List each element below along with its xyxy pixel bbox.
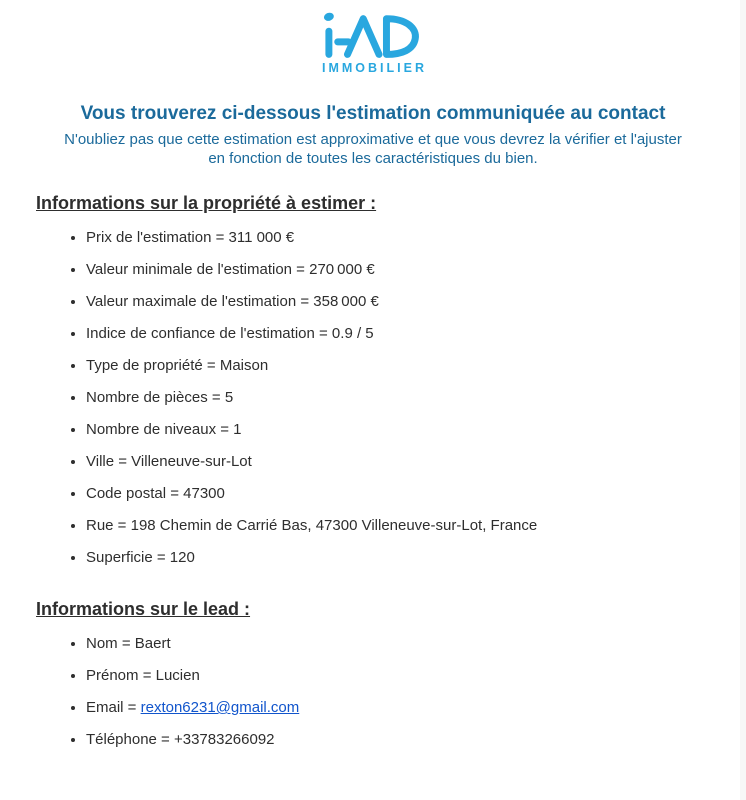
lead-item-firstname: • Prénom = Lucien [86,667,710,685]
property-item-street: • Rue = 198 Chemin de Carrié Bas, 47300 Villeneuve-sur-Lot, France [86,517,710,535]
property-item-area: • Superficie = 120 [86,549,710,567]
section-heading-lead: Informations sur le lead : [36,599,251,619]
scroll-gutter [740,0,746,800]
email-label: Email = [86,699,141,716]
section-heading-property: Informations sur la propriété à estimer : [36,193,377,213]
property-item-max-value: • Valeur maximale de l'estimation = 358 000 € [86,293,710,311]
disclaimer-line-2: en fonction de toutes les caractéristiques du bien. [208,150,538,167]
email-link[interactable]: rexton6231@gmail.com [140,699,300,716]
property-item-confidence: • Indice de confiance de l'estimation = 0.9 / 5 [86,325,710,343]
estimation-title: Vous trouverez ci-dessous l'estimation communiquée au contact [80,103,666,124]
iad-logo-icon [321,8,425,60]
lead-item-email [86,699,710,717]
lead-item-lastname: • Nom = Baert [86,635,710,653]
estimation-disclaimer [0,130,746,168]
iad-logo-subtitle: IMMOBILIER [322,61,427,75]
lead-item-phone: • Téléphone = +33783266092 [86,731,710,749]
property-item-type: • Type de propriété = Maison [86,357,710,375]
property-item-min-value: • Valeur minimale de l'estimation = 270 000 € [86,261,710,279]
disclaimer-line-1: N'oubliez pas que cette estimation est approximative et que vous devrez la vérifier et l'ajuster [64,131,682,148]
iad-logo [0,0,746,75]
content [0,193,746,749]
property-item-rooms: • Nombre de pièces = 5 [86,389,710,407]
property-item-city: • Ville = Villeneuve-sur-Lot [86,453,710,471]
intro-block [0,102,746,168]
property-item-levels: • Nombre de niveaux = 1 [86,421,710,439]
property-item-price: • Prix de l'estimation = 311 000 € [86,229,710,247]
property-item-postal-code: • Code postal = 47300 [86,485,710,503]
lead-detail-list [36,635,710,749]
property-detail-list [36,229,710,567]
